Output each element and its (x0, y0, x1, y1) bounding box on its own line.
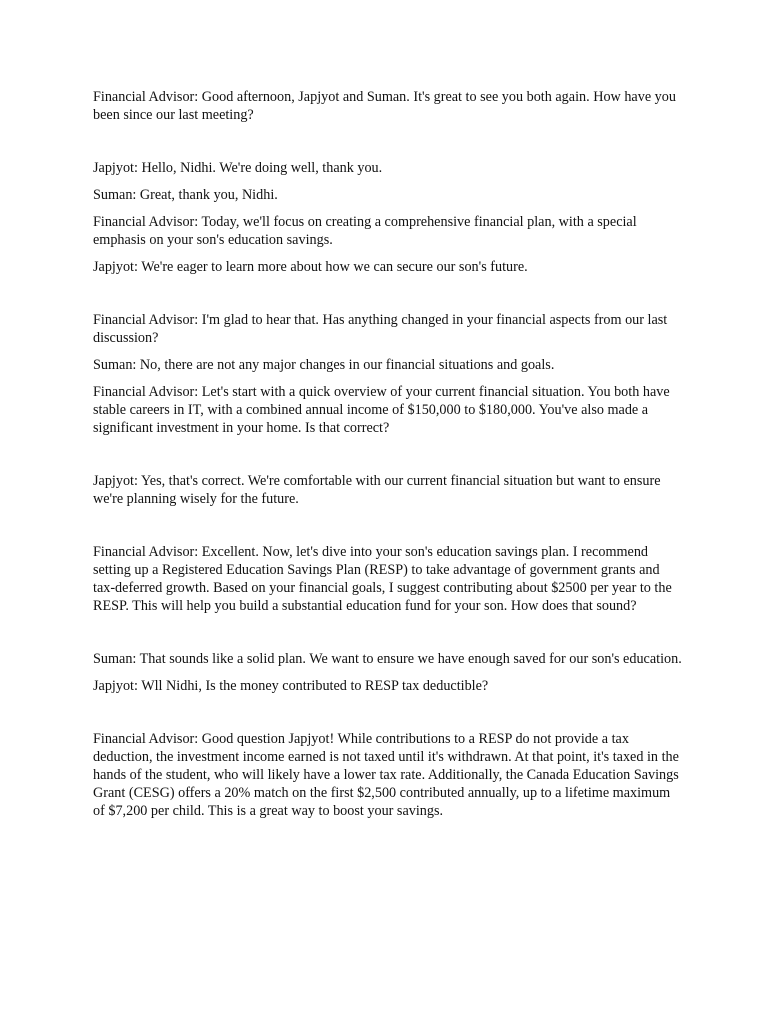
paragraph-advisor-resp-plan: Financial Advisor: Excellent. Now, let's dive into your son's education savings plan. I recommend setting up a Registered Education Savings Plan (RESP) to take advantage of government grants and tax-deferred growth. Based on your financial goals, I suggest contributing about $2500 per year to the RESP. This will help you build a substantial education fund for your son. How does that sound? (93, 544, 672, 614)
paragraph-advisor-greeting: Financial Advisor: Good afternoon, Japjyot and Suman. It's great to see you both again. How have you been since our last meeting? (93, 89, 676, 123)
paragraph-advisor-changes: Financial Advisor: I'm glad to hear that. Has anything changed in your financial aspects from our last discussion? (93, 312, 668, 346)
paragraph-suman-great: Suman: Great, thank you, Nidhi. (93, 187, 278, 203)
paragraph-suman-solid-plan: Suman: That sounds like a solid plan. We want to ensure we have enough saved for our son's education. (93, 651, 682, 667)
paragraph-advisor-overview: Financial Advisor: Let's start with a quick overview of your current financial situation. You both have stable careers in IT, with a combined annual income of $150,000 to $180,000. You've also made a significant investment in your home. Is that correct? (93, 384, 670, 436)
paragraph-advisor-tax-answer: Financial Advisor: Good question Japjyot! While contributions to a RESP do not provide a tax deduction, the investment income earned is not taxed until it's withdrawn. At that point, it's taxed in the hands of the student, who will likely have a lower tax rate. Additionally, the Canada Education Savings Grant (CESG) offers a 20% match on the first $2,500 contributed annually, up to a lifetime maximum of $7,200 per child. This is a great way to boost your savings. (93, 731, 679, 819)
paragraph-suman-no-changes: Suman: No, there are not any major changes in our financial situations and goals. (93, 357, 555, 373)
dialogue-text (93, 88, 683, 820)
paragraph-japjyot-correct: Japjyot: Yes, that's correct. We're comfortable with our current financial situation but want to ensure we're planning wisely for the future. (93, 473, 661, 507)
paragraph-advisor-focus: Financial Advisor: Today, we'll focus on creating a comprehensive financial plan, with a special emphasis on your son's education savings. (93, 214, 637, 248)
paragraph-japjyot-tax-question: Japjyot: Wll Nidhi, Is the money contributed to RESP tax deductible? (93, 678, 489, 694)
paragraph-japjyot-hello: Japjyot: Hello, Nidhi. We're doing well, thank you. (93, 160, 383, 176)
paragraph-japjyot-eager: Japjyot: We're eager to learn more about how we can secure our son's future. (93, 259, 528, 275)
